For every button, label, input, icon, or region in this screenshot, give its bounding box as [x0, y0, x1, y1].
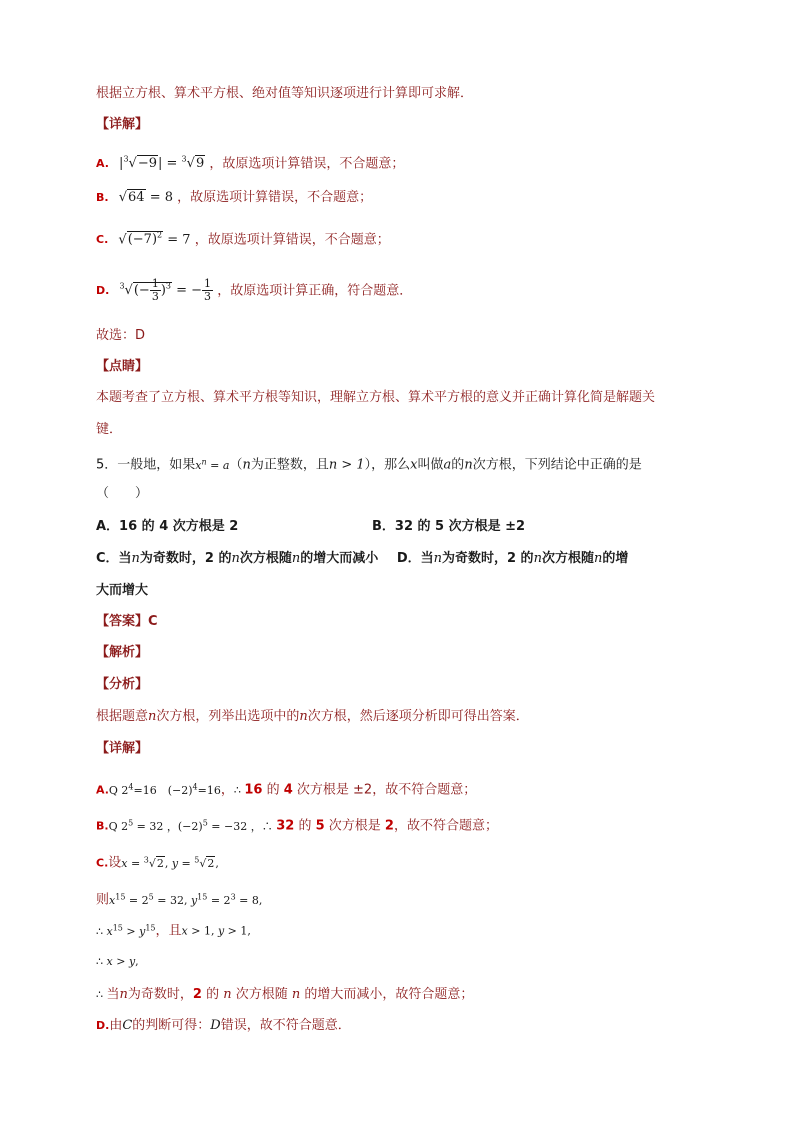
q5-c-part2: 为奇数时，2 的 [139, 551, 232, 566]
q5-stem-part2: （ [229, 457, 243, 473]
detail-heading-q4: 【详解】 [96, 117, 149, 132]
q5-dC-cond: x > 1, y > 1, [181, 924, 251, 938]
q5-analysis-n1: n [148, 709, 157, 724]
q4-b-conclusion: ，故原选项计算错误，不合题意； [177, 190, 373, 205]
q5-dC-formula: x = $^3$√2, y = $^5$√2, [121, 855, 219, 870]
q4-d-conclusion: ，故原选项计算正确，符合题意． [217, 283, 413, 299]
q4-d-formula: $^3$√(− $\frac{1}{3}$ )$^3$ = − $\frac{1}{3}$ [119, 277, 212, 304]
q5-eq: $x^n = a$ [195, 457, 230, 472]
q5-dC-n1: n [119, 987, 128, 1002]
q5-answer: 【答案】C [96, 614, 158, 629]
q5-c-part3: 次方根随 [239, 551, 292, 566]
q4-choice: 故选：D [96, 328, 146, 343]
q5-analysis [96, 707, 704, 727]
q5-dC-n2: n [223, 987, 232, 1002]
q5-option-c [96, 551, 378, 566]
q5-dD-d: D [210, 1018, 221, 1033]
q5-paren: （ ） [96, 486, 149, 501]
q5-d-part2: 为奇数时，2 的 [441, 551, 534, 566]
q5-dC-when4: 的 [201, 987, 224, 1002]
q5-dA-formula: Q $2^4=16$ $(-2)^4=16$ [108, 782, 221, 797]
q5-stem-part7: 次方根，下列结论中正确的是 [472, 457, 642, 473]
q4-a-label: A. [96, 157, 109, 171]
q5-c-n2: n [231, 551, 240, 566]
q5-dC-when1: 当 [106, 987, 120, 1002]
q5-option-b: B．32 的 5 次方根是 ±2 [372, 519, 526, 534]
q5-option-cd [96, 549, 704, 569]
q5-c-part4: 的增大而减小 [300, 551, 379, 566]
q5-var-a: a [443, 457, 452, 473]
q5-dC-then-formula: $x^{15} = 2^5 = 32$, $y^{15} = 2^3 = 8$, [109, 892, 263, 907]
q5-detail-c-conclusion [96, 985, 704, 1005]
q5-stem-part5: 叫做 [417, 457, 444, 473]
intro-text [96, 84, 704, 104]
q5-dC-then: 则 [96, 892, 110, 908]
q5-cond: n > 1 [328, 457, 365, 473]
q5-dC-when6: 的增大而减小，故符合题意； [300, 987, 474, 1002]
q4-detail-c [96, 226, 704, 250]
q5-d-part1: D．当 [396, 551, 434, 566]
q5-d-part4: 的增 [602, 551, 629, 566]
q4-c-conclusion: ，故原选项计算错误，不合题意； [194, 232, 390, 248]
q5-dC-label: C. [96, 856, 109, 870]
q5-dD-p3: 错误，故不符合题意． [220, 1018, 351, 1033]
q5-dB-label: B. [96, 819, 109, 833]
q5-dB-tail2: 次方根是 [324, 818, 385, 834]
q5-detail-c-set [96, 850, 704, 874]
q5-dA-tail1: 的 [262, 782, 284, 798]
q5-dC-therefore: ∴ [96, 988, 107, 1001]
q5-dD-p1: 由 [109, 1018, 123, 1033]
q5-option-a: A．16 的 4 次方根是 2 [96, 519, 239, 534]
q4-detail-a [96, 150, 704, 174]
q5-d-n2: n [533, 551, 542, 566]
q5-analysis-p2: 次方根，列举出选项中的 [156, 709, 300, 724]
q5-var-n1: n [242, 457, 251, 473]
q5-var-n2: n [464, 457, 473, 473]
q5-dC-n3: n [291, 987, 301, 1002]
q5-dD-label: D. [96, 1019, 110, 1032]
q5-dA-mid: ， [220, 782, 234, 798]
q5-dC-result: ∴ x > y, [96, 955, 139, 968]
q4-detail-b [96, 188, 704, 208]
q5-analysis-p1: 根据题意 [96, 709, 149, 724]
q5-d-n3: n [593, 551, 603, 566]
q5-option-d [397, 551, 629, 566]
dianjing-line-2: 键． [96, 422, 123, 437]
q4-d-label: D. [96, 284, 110, 298]
dianjing-heading: 【点睛】 [96, 359, 149, 374]
q4-a-conclusion: ，故原选项计算错误，不合题意； [209, 156, 405, 172]
q5-dB-5: 5 [315, 818, 325, 834]
q5-dC-when5: 次方根随 [231, 987, 292, 1002]
q5-detail-d [96, 1016, 704, 1036]
q5-fenxi-heading: 【分析】 [96, 677, 149, 692]
q5-dB-2: 2 [384, 818, 394, 834]
q5-detail-a [96, 777, 704, 801]
q5-c-part1: C．当 [96, 551, 132, 566]
q5-dA-label: A. [96, 783, 109, 797]
q5-stem [96, 452, 704, 476]
q5-stem-part3: 为正整数，且 [250, 457, 329, 473]
q5-dC-compare: ∴ $x^{15} > y^{15}$ [96, 923, 156, 938]
q5-dB-tail1: 的 [294, 818, 316, 834]
q4-a-formula: $|^3√-9| = ^3√9$ [119, 155, 205, 172]
q5-jiexi-heading: 【解析】 [96, 645, 149, 660]
q5-detail-c-then [96, 887, 704, 911]
q5-detail-b [96, 813, 704, 837]
q5-dC-set: 设 [108, 855, 122, 871]
q5-dB-formula: Q $2^5 = 32$ ，$(-2)^5 = -32$ ，∴ [108, 818, 277, 833]
q5-var-x: x [410, 457, 418, 473]
q5-stem-part6: 的 [451, 457, 465, 473]
q5-detail-heading: 【详解】 [96, 741, 149, 756]
q5-dD-c: C [122, 1018, 133, 1033]
q5-c-n3: n [291, 551, 301, 566]
q4-detail-d [96, 272, 704, 306]
q5-d-part3: 次方根随 [541, 551, 594, 566]
q5-dC-2: 2 [192, 987, 202, 1002]
q5-option-d-line2: 大而增大 [96, 583, 149, 598]
q5-detail-c-result [96, 952, 704, 972]
q5-detail-c-compare [96, 918, 704, 942]
q5-dD-p2: 的判断可得： [132, 1018, 211, 1033]
q5-dB-tail3: ，故不符合题意； [393, 818, 498, 834]
q5-stem-part4: ），那么 [364, 457, 411, 473]
q5-dA-16: 16 [244, 782, 263, 798]
q4-b-formula: √64 = 8 [118, 190, 173, 205]
q4-b-label: B. [96, 191, 109, 204]
q5-dA-4: 4 [283, 782, 293, 798]
q4-c-formula: $√(-7)^2 = 7$ [118, 231, 191, 248]
intro-sentence: 根据立方根、算术平方根、绝对值等知识逐项进行计算即可求解． [96, 86, 474, 101]
q5-c-n1: n [131, 551, 140, 566]
q5-dA-tail2: 次方根是 ±2，故不符合题意； [292, 782, 477, 798]
q4-c-label: C. [96, 233, 109, 247]
q5-dA-therefore: ∴ [233, 783, 245, 797]
dianjing-line-1: 本题考查了立方根、算术平方根等知识，理解立方根、算术平方根的意义并正确计算化简是解题关 [96, 390, 656, 405]
q5-dC-and: ，且 [155, 923, 182, 939]
q5-analysis-n2: n [299, 709, 308, 724]
q5-d-n1: n [433, 551, 442, 566]
q5-dC-when2: 为奇数时， [127, 987, 193, 1002]
q5-dB-32: 32 [276, 818, 295, 834]
q5-analysis-p3: 次方根，然后逐项分析即可得出答案． [307, 709, 529, 724]
q5-stem-part1: 5．一般地，如果 [96, 457, 196, 473]
